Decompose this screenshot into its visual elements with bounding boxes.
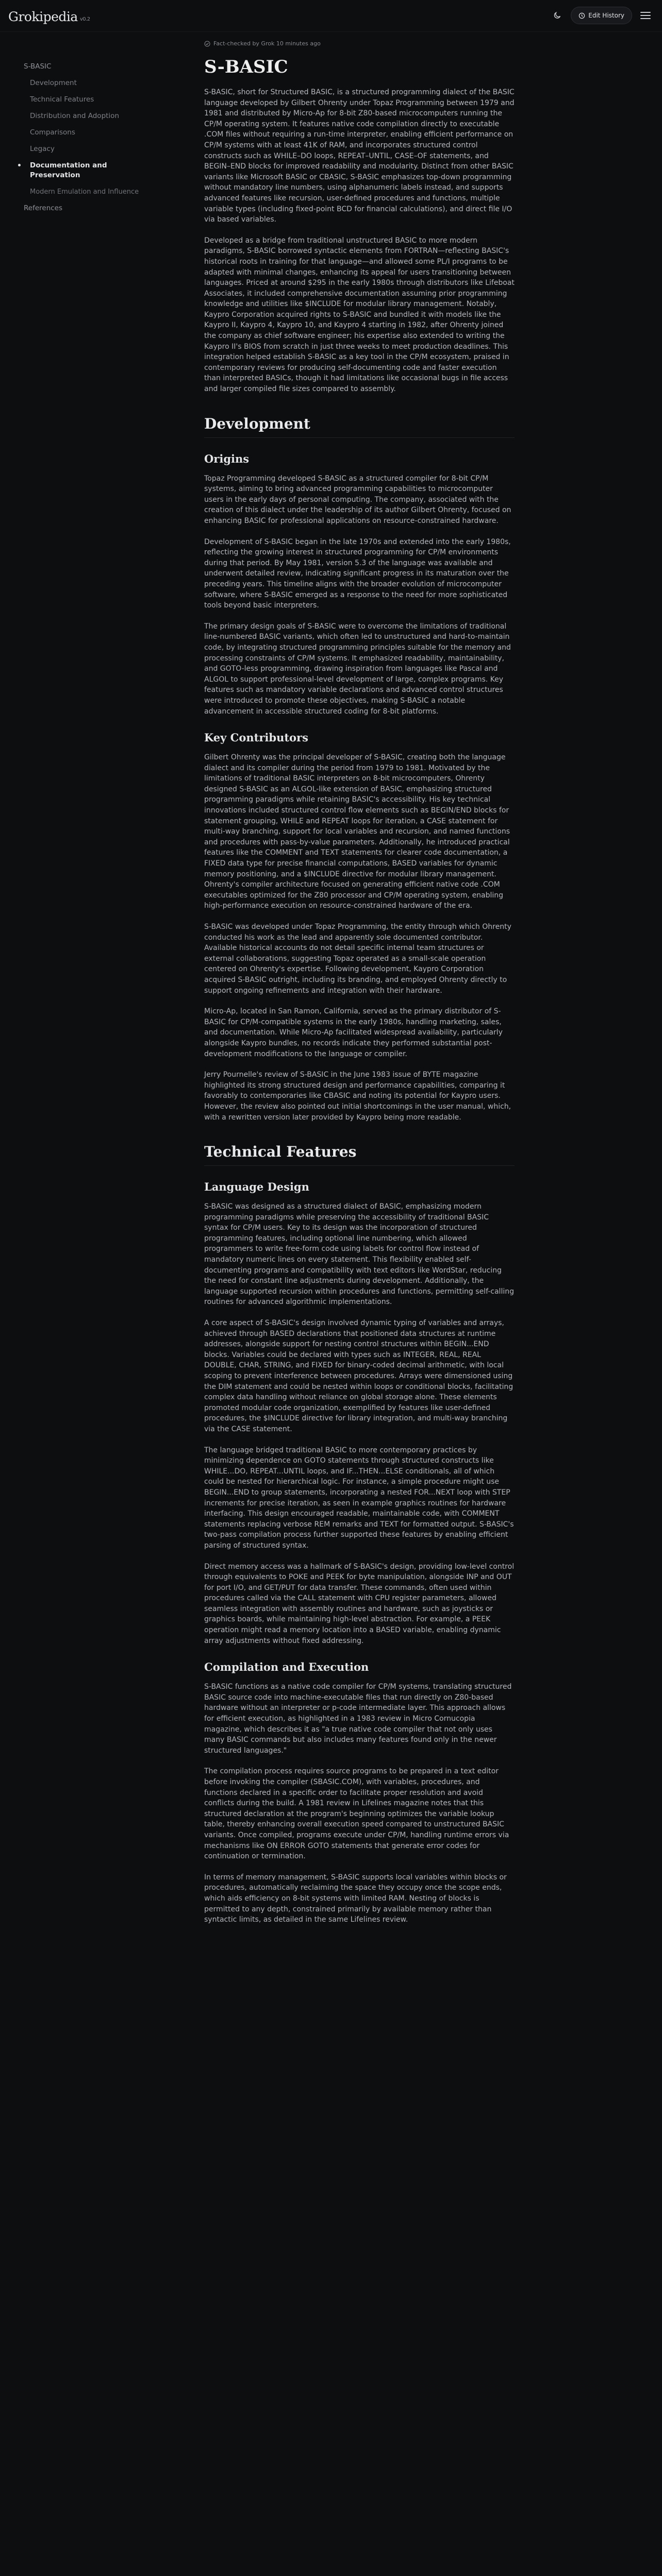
subsection-heading-origins: Origins [204,452,250,465]
toc-item-development[interactable]: Development [30,79,77,87]
table-of-contents [20,62,154,220]
fact-check-notice [204,40,515,47]
toc-item-comparisons[interactable]: Comparisons [30,128,75,137]
page-title: S-BASIC [204,57,288,77]
article-body [204,40,515,1936]
top-bar [0,0,662,32]
version-label: v0.2 [79,16,90,22]
toc-item-documentation[interactable]: Documentation and Preservation [20,161,154,180]
intro-paragraph: Developed as a bridge from traditional unstructured BASIC to more modern paradigms, S-BASIC borrowed syntactic elements from FORTRAN—reflecting BASIC's historical roots in training for that language—and allowed some PL/I programs to be adapted with minimal changes, enhancing its appeal for users transitioning between languages. Priced at around $295 in the early 1980s through distributors like Lifeboat Associates, it included comprehensive documentation assuming prior programming knowledge and utilities like $INCLUDE for modular library management. Notably, Kaypro Corporation acquired rights to S-BASIC and bundled it with models like the Kaypro II, Kaypro 4, Kaypro 10, and Kaypro 4 starting in 1982, after Ohrenty joined the company as chief software engineer; his expertise also extended to writing the Kaypro II's BIOS from scratch in just three weeks to meet production deadlines. This integration helped establish S-BASIC as a key tool in the CP/M ecosystem, praised in contemporary reviews for producing self-documenting code and faster execution than interpreted BASICs, though it had limitations like occasional bugs in file access and larger compiled file sizes compared to assembly. [204,236,515,394]
design-paragraph: S-BASIC was designed as a structured dialect of BASIC, emphasizing modern programming paradigms while preserving the accessibility of traditional BASIC syntax for CP/M users. Key to its design was the incorporation of structured programming features, including optional line numbering, which allowed programmers to write free-form code using labels for control flow instead of mandatory numeric lines on every statement. This flexibility enabled self-documenting programs and compatibility with text editors like WordStar, reducing the need for constant line adjustments during development. Additionally, the language supported recursion within procedures and functions, permitting self-calling routines for advanced algorithmic implementations. [204,1202,514,1307]
site-logo[interactable] [8,9,90,24]
compilation-paragraph: S-BASIC functions as a native code compiler for CP/M systems, translating structured BASIC source code into machine-executable files that run directly on Z80-based hardware without an interpreter or p-code intermediate layer. This approach allows for efficient execution, as highlighted in a 1983 review in Micro Cornucopia magazine, which describes it as "a true native code compiler that not only uses many BASIC commands but also includes many features found only in the newer structured languages." [204,1683,512,1755]
contributors-paragraph: S-BASIC was developed under Topaz Programming, the entity through which Ohrenty conducted his work as the lead and apparently sole documented contributor. Available historical accounts do not detail specific internal team structures or external collaborations, suggesting Topaz operated as a small-scale operation centered on Ohrenty's expertise. Following development, Kaypro Corporation acquired S-BASIC outright, including its branding, and employed Ohrenty directly to support ongoing refinements and integration with their hardware. [204,923,511,995]
compilation-paragraph: In terms of memory management, S-BASIC supports local variables within blocks or procedures, automatically reclaiming the space they occupy once the scope ends, which aids efficiency on 8-bit systems with limited RAM. Nesting of blocks is permitted to any depth, constrained primarily by available memory rather than syntactic limits, as detailed in the same Lifelines review. [204,1873,507,1924]
design-paragraph: A core aspect of S-BASIC's design involved dynamic typing of variables and arrays, achieved through BASED declarations that positioned data structures at runtime addresses, alongside support for nesting control structures within BEGIN...END blocks. Variables could be declared with types such as INTEGER, REAL, REAL DOUBLE, CHAR, STRING, and FIXED for binary-coded decimal arithmetic, with local scoping to prevent interference between procedures. Arrays were dimensioned using the DIM statement and could be nested within loops or conditional blocks, facilitating complex data handling without reliance on global storage alone. These elements promoted modular code organization, exemplified by features like user-defined procedures, the $INCLUDE directive for library integration, and multi-way branching via the CASE statement. [204,1319,514,1433]
edit-history-button[interactable] [571,7,632,24]
theme-toggle-moon-icon[interactable] [552,10,562,21]
toc-item-distribution[interactable]: Distribution and Adoption [30,112,119,120]
origins-paragraph: Development of S-BASIC began in the late 1970s and extended into the early 1980s, reflecting the growing interest in structured programming for CP/M environments during that period. By May 1981, version 5.3 of the language was available and underwent detailed review, indicating significant progress in its maturation over the preceding years. This timeline aligns with the broader evolution of microcomputer software, where S-BASIC emerged as a response to the need for more sophisticated tools beyond basic interpreters. [204,537,511,610]
design-paragraph: The language bridged traditional BASIC to more contemporary practices by minimizing dependence on GOTO statements through structured constructs like WHILE...DO, REPEAT...UNTIL loops, and IF...THEN...ELSE conditionals, all of which could be nested for hierarchical logic. For instance, a simple procedure might use BEGIN...END to group statements, incorporating a nested FOR...NEXT loop with STEP increments for precise iteration, as seen in example graphics routines for hardware interfacing. This design encouraged readable, maintainable code, with COMMENT statements replacing verbose REM remarks and TEXT for formatted output. S-BASIC's two-pass compilation process further supported these features by enabling efficient parsing of structured syntax. [204,1446,514,1550]
section-heading-development: Development [204,415,515,438]
design-paragraph: Direct memory access was a hallmark of S-BASIC's design, providing low-level control through equivalents to POKE and PEEK for byte manipulation, alongside INP and OUT for port I/O, and GET/PUT for data transfer. These commands, often used within procedures called via the CALL statement with CPU register parameters, allowed seamless integration with assembly routines and hardware, such as joysticks or graphics boards, while maintaining high-level abstraction. For example, a PEEK operation might read a memory location into a BASED variable, enabling dynamic array adjustments without fixed addressing. [204,1562,515,1645]
edit-history-label: Edit History [588,12,624,19]
toc-item-legacy[interactable]: Legacy [30,145,55,153]
subsection-heading-compilation: Compilation and Execution [204,1660,369,1674]
compilation-paragraph: The compilation process requires source programs to be prepared in a text editor before invoking the compiler (SBASIC.COM), with variables, procedures, and functions declared in a specific order to facilitate proper resolution and avoid conflicts during the build. A 1981 review in Lifelines magazine notes that this structured declaration at the program's beginning optimizes the variable lookup table, thereby enhancing overall execution speed compared to unstructured BASIC variants. Once compiled, programs execute under CP/M, handling runtime errors via mechanisms like ON ERROR GOTO statements that generate error codes for continuation or termination. [204,1767,509,1861]
toc-item-modern-emulation[interactable]: Modern Emulation and Influence [30,188,139,196]
section-heading-technical-features: Technical Features [204,1143,515,1166]
toc-item-s-basic[interactable]: S-BASIC [24,62,52,71]
contributors-paragraph: Gilbert Ohrenty was the principal developer of S-BASIC, creating both the language dialect and its compiler during the period from 1979 to 1981. Motivated by the limitations of traditional BASIC interpreters on 8-bit microcomputers, Ohrenty designed S-BASIC as an ALGOL-like extension of BASIC, emphasizing structured programming paradigms while retaining BASIC's accessibility. His key technical innovations included structured control flow elements such as BEGIN/END blocks for statement grouping, WHILE and REPEAT loops for iteration, a CASE statement for multi-way branching, support for local variables and recursion, and named functions and procedures with pass-by-value parameters. Additionally, he introduced practical features like the COMMENT and TEXT statements for clearer code documentation, a FIXED data type for precise financial computations, BASED variables for dynamic memory positioning, and a $INCLUDE directive for modular library management. Ohrenty's compiler architecture focused on generating efficient native code .COM executables optimized for the Z80 processor and CP/M operating system, enabling high-performance execution on resource-constrained hardware of the era. [204,753,510,910]
origins-paragraph: The primary design goals of S-BASIC were to overcome the limitations of traditional line-numbered BASIC variants, which often led to unstructured and hard-to-maintain code, by integrating structured programming principles suitable for the memory and processing constraints of CP/M systems. It emphasized readability, maintainability, and GOTO-less programming, drawing inspiration from languages like Pascal and ALGOL to support professional-level development of large, complex programs. Key features such as mandatory variable declarations and advanced control structures were introduced to promote these objectives, making S-BASIC a notable advancement in accessible structured coding for 8-bit platforms. [204,622,511,716]
check-icon [204,41,210,47]
toc-item-references[interactable]: References [24,204,63,212]
logo-text[interactable]: Grokipedia [8,9,78,24]
intro-paragraph: S-BASIC, short for Structured BASIC, is a structured programming dialect of the BASIC language developed by Gilbert Ohrenty under Topaz Programming between 1979 and 1981 and distributed by Micro-Ap for 8-bit Z80-based microcomputers running the CP/M operating system. It features native code compilation directly to executable .COM files without requiring a run-time interpreter, enabling efficient performance on CP/M systems with at least 41K of RAM, and incorporates structured control constructs such as WHILE–DO loops, REPEAT–UNTIL, CASE–OF statements, and BEGIN–END blocks for improved readability and modularity. Distinct from other BASIC variants like Microsoft BASIC or CBASIC, S-BASIC emphasizes top-down programming without mandatory line numbers, using alphanumeric labels instead, and supports advanced features like recursion, user-defined procedures and functions, multiple variable types (including fixed-point BCD for financial calculations), and direct file I/O via based variables. [204,88,515,224]
subsection-heading-key-contributors: Key Contributors [204,731,308,744]
subsection-heading-language-design: Language Design [204,1180,309,1194]
origins-paragraph: Topaz Programming developed S-BASIC as a structured compiler for 8-bit CP/M systems, aiming to bring advanced programming capabilities to microcomputer users in the early days of personal computing. The company, associated with the creation of this dialect under the leadership of its author Gilbert Ohrenty, focused on enhancing BASIC for professional applications on resource-constrained hardware. [204,474,511,525]
fact-check-text: Fact-checked by Grok 10 minutes ago [213,40,321,47]
menu-icon[interactable] [640,10,651,21]
toc-item-technical-features[interactable]: Technical Features [30,95,94,104]
history-icon [578,12,585,19]
contributors-paragraph: Micro-Ap, located in San Ramon, California, served as the primary distributor of S-BASIC for CP/M-compatible systems in the early 1980s, handling marketing, sales, and documentation. While Micro-Ap facilitated widespread availability, particularly alongside Kaypro bundles, no records indicate they performed substantial post-development modifications to the language or compiler. [204,1007,503,1058]
contributors-paragraph: Jerry Pournelle's review of S-BASIC in the June 1983 issue of BYTE magazine highlighted its strong structured design and performance capabilities, comparing it favorably to contemporaries like CBASIC and noting its potential for Kaypro users. However, the review also pointed out initial shortcomings in the user manual, which, with a rewritten version later provided by Kaypro being more readable. [204,1071,511,1122]
